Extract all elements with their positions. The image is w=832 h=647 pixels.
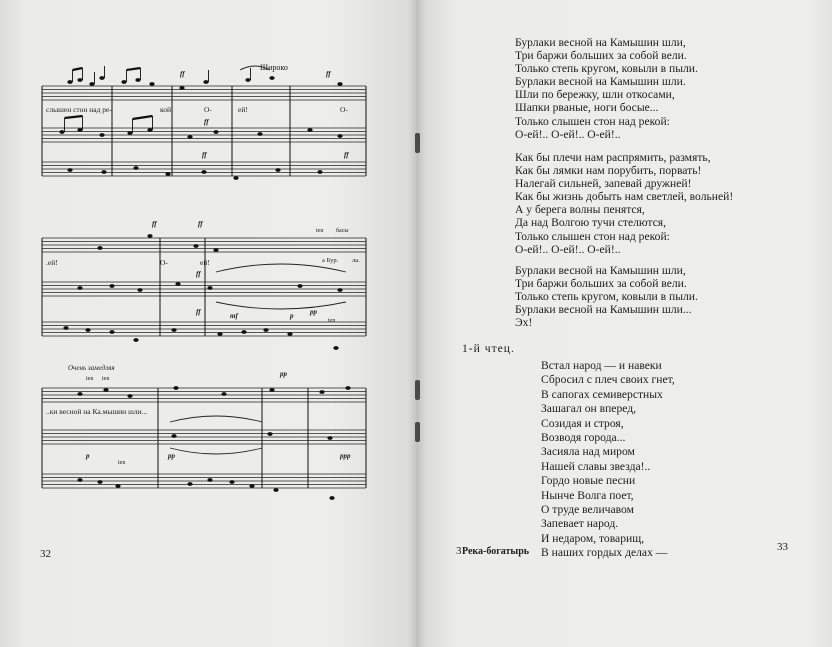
lyric-syllable: ей! — [200, 258, 210, 267]
verse-line: Да над Волгою тучи стелются, — [515, 216, 666, 230]
page-number-right: 33 — [777, 541, 788, 553]
verse-line: Три баржи больших за собой вели. — [515, 277, 687, 291]
music-score — [40, 60, 370, 520]
verse-line: Возводя города... — [541, 431, 626, 445]
verse-line: Как бы лямки нам порубить, порвать! — [515, 164, 702, 178]
score-system-2 — [42, 220, 366, 350]
dynamic-mark: ppp — [340, 452, 351, 460]
tempo-marking-broad: Широко — [260, 63, 288, 72]
dynamic-mark: pp — [280, 370, 287, 378]
reader-verse — [541, 359, 675, 561]
verse-line: И недаром, товарищ, — [541, 531, 645, 545]
lyric-syllable: .ей! — [46, 258, 58, 267]
lyric-syllable: кой! — [160, 105, 174, 114]
stanza-3 — [515, 264, 785, 329]
lyric-syllable: О- — [340, 105, 348, 114]
reader-label: 1-й чтец. — [462, 342, 515, 355]
verse-line: Только слышен стон над рекой: — [515, 114, 670, 128]
lyric-syllable: О- — [160, 258, 168, 267]
verse-line: Запевает народ. — [541, 517, 619, 531]
tempo-marking-slowing: Очень замедляя — [68, 364, 115, 372]
dynamic-mark: ff — [204, 118, 209, 126]
voice-mark: ла. — [352, 257, 360, 264]
lyric-line: слышен стон над ре- — [46, 105, 112, 114]
stanza-2 — [515, 151, 785, 256]
footer-signature-number: 3 — [456, 545, 462, 557]
verse-line: Бурлаки весной на Камышин шли, — [515, 264, 686, 277]
verse-line: Как бы жизнь добыть нам светлей, вольней! — [515, 190, 734, 204]
binding-staple — [415, 380, 420, 400]
verse-line: О-ей!.. О-ей!.. О-ей!.. — [515, 242, 621, 256]
dynamic-mark: mf — [230, 312, 238, 320]
voice-mark: ten — [102, 376, 110, 382]
dynamic-mark: ff — [180, 70, 185, 78]
dynamic-mark: p — [86, 452, 90, 460]
verse-line: Нашей славы звезда!.. — [541, 459, 651, 473]
verse-line: Созидая и строя, — [541, 416, 624, 430]
verse-line: Шли по бережку, шли откосами, — [515, 88, 675, 102]
verse-line: Бурлаки весной на Камышин шли. — [515, 75, 686, 89]
verse-line: Бурлаки весной на Камышин шли, — [515, 36, 686, 49]
voice-mark: а Бур. — [322, 257, 339, 264]
verse-line: Нынче Волга поет, — [541, 488, 634, 502]
verse-line: Шапки рваные, ноги босые... — [515, 101, 659, 115]
lyric-line: ..ки весной на Ка.мышин шли... — [46, 407, 148, 416]
verse-line: А у берега волны пенятся, — [515, 203, 645, 217]
voice-mark: ten — [86, 376, 94, 382]
verse-line: Как бы плечи нам распрямить, размять, — [515, 151, 711, 164]
stanza-1 — [515, 36, 785, 141]
page-number-left: 32 — [40, 548, 51, 560]
verse-line: Бурлаки весной на Камышин шли... — [515, 303, 692, 317]
score-system-1 — [42, 63, 366, 180]
dynamic-mark: ff — [152, 220, 157, 228]
verse-line: О-ей!.. О-ей!.. О-ей!.. — [515, 127, 621, 141]
dynamic-mark: ff — [326, 70, 331, 78]
dynamic-mark: ff — [196, 308, 201, 316]
dynamic-mark: p — [290, 312, 294, 320]
footer-title: Река-богатырь — [462, 546, 530, 557]
score-svg — [40, 60, 370, 520]
verse-line: Гордо новые песни — [541, 474, 636, 488]
dynamic-mark: ff — [344, 151, 349, 159]
verse-line: Сбросил с плеч своих гнет, — [541, 373, 675, 387]
verse-line: О труде величавом — [541, 503, 634, 517]
verse-line: В наших гордых делах — — [541, 546, 668, 560]
voice-mark: ten — [328, 318, 336, 324]
lyric-syllable: ей! — [238, 105, 248, 114]
dynamic-mark: pp — [310, 308, 317, 316]
verse-line: Только степь кругом, ковыли в пыли. — [515, 290, 698, 304]
dynamic-mark: ff — [198, 220, 203, 228]
verse-line: Зашагал он вперед, — [541, 402, 637, 416]
dynamic-mark: ff — [196, 270, 201, 278]
dynamic-mark: ff — [202, 151, 207, 159]
dynamic-mark: pp — [168, 452, 175, 460]
book-gutter — [408, 0, 426, 647]
verse-line: Только степь кругом, ковыли в пыли. — [515, 62, 698, 76]
verse-line: Три баржи больших за собой вели. — [515, 49, 687, 63]
score-system-3 — [42, 364, 366, 500]
verse-line: Только слышен стон над рекой: — [515, 229, 670, 243]
verse-line: Встал народ — и навеки — [541, 359, 662, 372]
verse-line: В сапогах семиверстных — [541, 387, 663, 401]
lyric-syllable: О- — [204, 105, 212, 114]
binding-staple — [415, 422, 420, 442]
voice-mark: ten — [316, 228, 324, 234]
voice-mark: басы — [336, 228, 349, 234]
binding-staple — [415, 133, 420, 153]
verse-line: Налегай сильней, запевай дружней! — [515, 177, 692, 191]
voice-mark: ten — [118, 460, 126, 466]
verse-line: Засияла над миром — [541, 445, 635, 459]
verse-line: Эх! — [515, 316, 533, 330]
